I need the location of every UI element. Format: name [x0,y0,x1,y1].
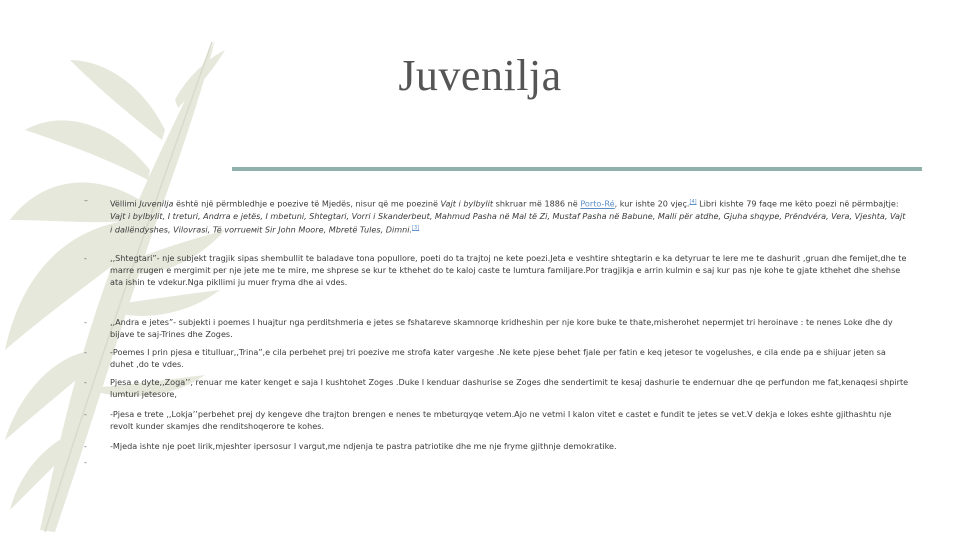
slide-title: Juvenilja [398,51,562,100]
bullet-marker: - [84,378,87,387]
text-run: Vajt i bylbylit [440,198,494,209]
bullet-text: -Pjesa e trete ,,Lokja’’perbehet prej dy kengeve dhe trajton brengen e nenes te mbeturqyqe vetem.Ajo ne vetmi I kalon vitet e castet e fundit te jetes se vet.V dekja e lokes eshte gjithashtu nje revolt kunder skamjes dhe renditshoqerore te kohes. [110,409,892,431]
bullet-marker: - [84,442,87,451]
text-run: Vëllimi [110,198,140,209]
bullet-text: -Mjeda ishte nje poet lirik,mjeshter ipersosur I vargut,me ndjenja te pastra patriotike dhe me nje fryme gjithnje demokratike. [110,441,617,451]
text-run: shkruar më 1886 në [493,198,581,209]
title-underline [232,167,922,171]
bullet-marker: – [84,196,88,205]
bullet-text: Pjesa e dyte,,Zoga’’, renuar me kater kenget e saja I kushtohet Zoges .Duke I kenduar dashurise se Zoges dhe sendertimit te kesaj dashurie te endernuar dhe qe perfundon me fat,kenaqesi shpirte lumturi jetesore, [110,377,909,399]
bullet-marker: - [84,410,87,419]
footnote-link[interactable]: [4] [689,199,697,205]
bullet-marker: - [84,254,87,263]
bullet-marker: - [84,318,87,327]
text-run: Juvenilja [139,198,174,209]
text-run: Libri kishte 79 faqe me këto poezi në përmbajtje: [696,198,899,209]
text-run: Vajt i bylbylit, I treturi, Andrra e jetës, I mbetuni, Shtegtari, Vorri i Skanderbeut, Mahmud Pasha në Mal të Zi, Mustaf Pasha në Babune, Malli për atdhe, Gjuha shqype, Prëndvéra, Vera, Vjeshta, Vajt i dallëndyshes, Vilovrasi, Të vorrueмit Sir John Moore, Mbretë Tules, Dimni. [110,210,906,235]
bullet-text: ,,Andra e jetes”- subjekti i poemes I huajtur nga perditshmeria e jetes se fshatareve skamnorqe kridheshin per nje kore buke te thate,misherohet nepermjet tri heroinave : te nenes Loke dhe dy bijave te saj-Trines dhe Zoges. [110,317,893,339]
bullet-text [110,196,910,235]
bullet-marker: - [84,348,87,357]
footnote-link[interactable]: [3] [412,224,420,231]
bullet-marker: - [84,458,87,467]
text-run: është një përmbledhje e poezive të Mjedës, nisur që me poezinë [173,198,441,209]
bullet-text: -Poemes I prin pjesa e titulluar,,Trina”,e cila perbehet prej tri poezive me strofa kater vargeshe .Ne kete pjese behet fjale per fatin e keq jetesor te vogelushes, e cila ende pa e shijuar jeten sa duhet ,do te vdes. [110,347,886,369]
porto-re-link[interactable]: Porto-Ré [580,198,615,209]
text-run: , kur ishte 20 vjeç. [614,198,690,209]
bullet-text: ,,Shtegtari”- nje subjekt tragjik sipas shembullit te baladave tona popullore, poeti do ta trajtoj ne kete poezi.Jeta e veshtire shtegtarin e ka detyruar te lere me te dashurit ,gruan dhe femijet,dhe te marre rrugen e mergimit per nje jete me te mire, me shpresе se kur te kthehet do te kaloj caste te lumtura familjare.Por tragjikja e arrin kulmin e saj kur pas nje kohe te gjate kthehet dhe shehse ata ishin te vdekur.Nga pikllimi ju muer fryma dhe ai vdes. [110,253,907,287]
